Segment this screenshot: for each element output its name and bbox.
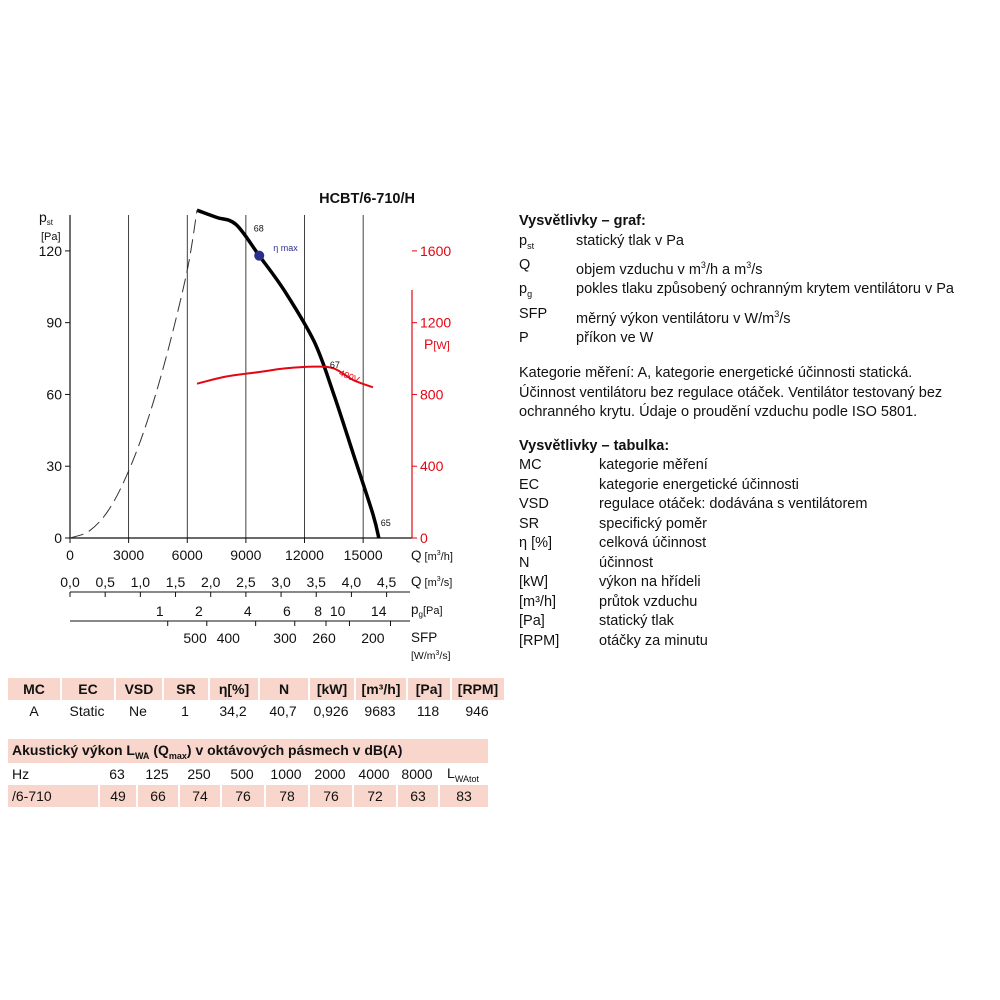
- chart-title: HCBT/6-710/H: [319, 191, 415, 207]
- acoustic-table-title-row: [8, 739, 488, 763]
- legend-key: EC: [519, 476, 540, 493]
- x3-tick-label: 2: [195, 603, 203, 619]
- x3-tick-label: 8: [314, 603, 323, 619]
- x4-tick-label: 500: [183, 630, 207, 646]
- band-cell: 250: [187, 766, 211, 782]
- x2-tick-label: 3,0: [271, 574, 291, 590]
- annotations: [254, 224, 391, 528]
- acoustic-data-row: [8, 785, 488, 807]
- legend-value: účinnost: [599, 554, 654, 571]
- y-tick-label: 0: [54, 530, 62, 546]
- x3-tick-label: 10: [329, 603, 346, 619]
- legend-key: MC: [519, 457, 542, 474]
- acoustic-band-row: [8, 763, 488, 785]
- x-axis4-unit: $[W/m^3/s]$: [411, 650, 451, 662]
- x-axis-label: Q [$m^3_{/h]}$: [411, 548, 453, 563]
- legend-panel: [519, 212, 989, 651]
- acoustic-table-title: Akustický výkon $L_{WA}$ $(Q_{max})$ v oktávových pásmech v dB(A): [8, 739, 488, 763]
- band-cell: 500: [230, 766, 254, 782]
- level-cell: 49: [98, 785, 136, 807]
- legend-item-pg: $p_g$ pokles tlaku způsobený ochranným krytem ventilátoru v Pa: [519, 281, 954, 300]
- x-tick-label: 9000: [230, 547, 262, 563]
- spec-header-cell: N: [258, 678, 308, 700]
- y-axis-unit: [Pa]: [41, 231, 61, 243]
- legend-table-item: [519, 573, 989, 593]
- x-axis2-label: Q [$m^3_{/s]}$: [411, 574, 453, 589]
- series-group: [70, 210, 379, 538]
- y2-tick-label: 1600: [420, 242, 452, 259]
- band-cell: 8000: [401, 766, 433, 782]
- legend-table-item: [519, 456, 989, 476]
- level-cell: 63: [396, 785, 438, 807]
- x2-tick-label: 1,5: [165, 574, 186, 590]
- y-ticks: [39, 243, 70, 546]
- legend-paragraph-line: Kategorie měření: A, kategorie energetické účinnosti statická.: [519, 365, 913, 382]
- legend-value: kategorie energetické účinnosti: [599, 476, 799, 493]
- level-cell: 76: [308, 785, 352, 807]
- x3-tick-label: 6: [282, 603, 291, 619]
- x3-tick-label: 4: [243, 603, 252, 619]
- x2-tick-label: 4,0: [341, 574, 362, 590]
- y2-tick-label: 800: [420, 386, 444, 403]
- legend-key: SR: [519, 515, 540, 532]
- eta-max-label: η max: [273, 242, 298, 253]
- spec-header-cell: [RPM]: [450, 678, 504, 700]
- spec-cell: 118: [416, 703, 440, 719]
- x2-tick-label: 3,5: [306, 574, 326, 590]
- level-cell: 78: [264, 785, 308, 807]
- legend-value: regulace otáček: dodávána s ventilátorem: [599, 496, 868, 513]
- y-tick-label: 30: [46, 458, 62, 475]
- spec-header-cell: η[%]: [208, 678, 258, 700]
- spec-header-cell: [m³/h]: [354, 678, 406, 700]
- total-label: $L_{WAtot}$: [447, 764, 479, 784]
- x-axis4-label: SFP: [411, 630, 438, 645]
- y2-axis-label: P[W]: [424, 336, 450, 352]
- legend-table-item: [519, 495, 989, 515]
- legend-item-sfp: SFP měrný výkon ventilátoru v $W/m^3/s$: [519, 305, 791, 327]
- y2-tick-label: 1200: [420, 314, 452, 331]
- y-tick-label: 60: [46, 386, 62, 403]
- x3-tick-label: 14: [370, 603, 387, 619]
- legend-table-item: [519, 593, 989, 613]
- x-axis4-ticks: [183, 630, 384, 646]
- spec-header-cell: MC: [8, 678, 60, 700]
- y-tick-label: 90: [46, 314, 62, 331]
- spec-table-row: [8, 700, 504, 722]
- efficiency-label: 67: [329, 360, 340, 371]
- legend-value: výkon na hřídeli: [599, 574, 701, 591]
- spec-table: [8, 678, 504, 722]
- x-axis3-ticks: [156, 603, 391, 626]
- legend-key: [kW]: [519, 574, 548, 591]
- x4-tick-label: 400: [216, 630, 240, 646]
- spec-cell: Ne: [129, 703, 147, 719]
- y2-tick-label: 400: [420, 458, 444, 475]
- total-level-cell: 83: [438, 785, 488, 807]
- x4-tick-label: 200: [361, 630, 385, 646]
- legend-item-pst: $p_{st}$ statický tlak v Pa: [519, 232, 684, 251]
- y2-tick-label: 0: [420, 530, 428, 546]
- spec-table-header: [8, 678, 504, 700]
- spec-cell: 34,2: [219, 703, 247, 719]
- band-cell: 2000: [314, 766, 346, 782]
- x4-tick-label: 260: [312, 630, 336, 646]
- legend-heading-table: Vysvětlivky – tabulka:: [519, 437, 670, 454]
- spec-cell: 1: [181, 703, 189, 719]
- x-tick-label: 0: [66, 547, 74, 563]
- legend-value: průtok vzduchu: [599, 593, 698, 610]
- x3-tick-label: 1: [155, 603, 164, 619]
- level-cell: 74: [178, 785, 220, 807]
- legend-table-item: [519, 554, 989, 574]
- legend-item-p: P příkon ve W: [519, 329, 654, 346]
- x2-tick-label: 0,0: [60, 574, 80, 590]
- spec-header-cell: [Pa]: [406, 678, 450, 700]
- x-tick-label: 12000: [285, 547, 324, 563]
- y2-ticks: [412, 243, 451, 546]
- spec-cell: Static: [69, 703, 105, 719]
- legend-table-items: [519, 456, 989, 651]
- legend-heading-chart: Vysvětlivky – graf:: [519, 213, 646, 229]
- x-tick-label: 15000: [343, 547, 383, 563]
- level-cell: 76: [220, 785, 264, 807]
- legend-paragraph-line: ochranného krytu. Údaje o proudění vzduchu podle ISO 5801.: [519, 404, 918, 421]
- legend-value: specifický poměr: [599, 515, 707, 532]
- row-label: /6-710: [8, 785, 98, 807]
- efficiency-label: 65: [380, 518, 391, 529]
- legend-key: [m³/h]: [519, 593, 557, 610]
- legend-table-item: [519, 515, 989, 535]
- x-ticks: [66, 538, 383, 563]
- acoustic-table: [8, 739, 488, 807]
- legend-key: [RPM]: [519, 632, 560, 649]
- legend-value: statický tlak: [599, 613, 674, 630]
- legend-table-item: [519, 476, 989, 496]
- x2-tick-label: 4,5: [376, 574, 397, 590]
- spec-header-cell: EC: [60, 678, 114, 700]
- x4-tick-label: 300: [273, 630, 297, 646]
- hz-label: Hz: [12, 766, 30, 782]
- legend-value: celková účinnost: [599, 535, 707, 552]
- level-cell: 66: [136, 785, 178, 807]
- spec-cell: A: [29, 703, 39, 719]
- operating-point: [254, 251, 264, 261]
- legend-value: kategorie měření: [599, 457, 708, 474]
- system-curve: [70, 210, 197, 538]
- spec-header-cell: [kW]: [308, 678, 354, 700]
- legend-table-item: [519, 632, 989, 652]
- band-cell: 63: [109, 766, 125, 782]
- x2-tick-label: 2,5: [236, 574, 256, 590]
- x2-tick-label: 2,0: [200, 574, 221, 590]
- x-tick-label: 3000: [113, 547, 145, 563]
- x-axis3-label: $p_g[Pa]$: [411, 602, 443, 619]
- efficiency-label: 68: [253, 223, 264, 234]
- spec-cell: 946: [465, 703, 489, 719]
- spec-header-cell: SR: [162, 678, 208, 700]
- legend-paragraph-line: Účinnost ventilátoru bez regulace otáček. Ventilátor testovaný bez: [519, 384, 943, 401]
- legend-key: η [%]: [519, 535, 553, 552]
- legend-table-item: [519, 612, 989, 632]
- x2-tick-label: 0,5: [95, 574, 115, 590]
- x2-tick-label: 1,0: [130, 574, 151, 590]
- y-axis-label: $p_{st}$: [39, 209, 54, 227]
- spec-cell: 40,7: [269, 703, 297, 719]
- legend-key: [Pa]: [519, 613, 545, 630]
- band-cell: 125: [145, 766, 169, 782]
- legend-key: VSD: [519, 496, 549, 513]
- spec-cell: 0,926: [313, 703, 349, 719]
- spec-header-cell: VSD: [114, 678, 162, 700]
- legend-key: N: [519, 554, 530, 571]
- level-cell: 72: [352, 785, 396, 807]
- band-cell: 4000: [358, 766, 390, 782]
- spec-cell: 9683: [364, 703, 396, 719]
- power-curve-label: 400V: [337, 367, 361, 385]
- y-tick-label: 120: [38, 242, 62, 259]
- band-cell: 1000: [270, 766, 302, 782]
- legend-item-q: Q objem vzduchu v $m^3/h$ a $m^3/s$: [519, 256, 763, 278]
- x-tick-label: 6000: [171, 547, 203, 563]
- legend-table-item: [519, 534, 989, 554]
- legend-value: otáčky za minutu: [599, 632, 708, 649]
- x-axis2-ticks: [60, 574, 396, 597]
